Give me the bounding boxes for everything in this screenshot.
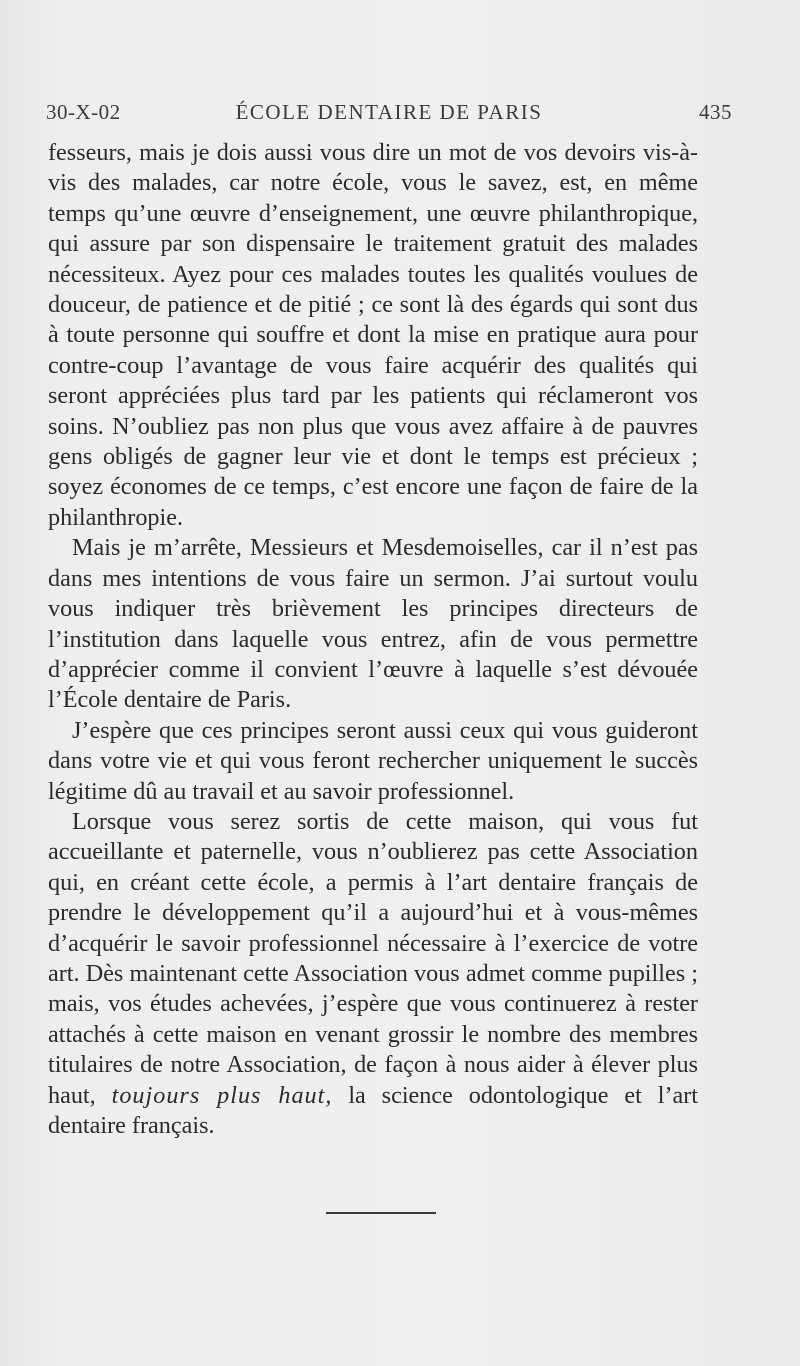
section-end-rule	[326, 1212, 436, 1214]
body-text	[48, 138, 698, 1141]
paragraph-1: fesseurs, mais je dois aussi vous dire un mot de vos devoirs vis-à-vis des malades, car notre école, vous le savez, est, en même temps qu’une œuvre d’enseignement, une œuvre philanthropique, qui assure par son dispensaire le traitement gratuit des malades nécessiteux. Ayez pour ces malades toutes les qualités voulues de douceur, de patience et de pitié ; ce sont là des égards qui sont dus à toute personne qui souffre et dont la mise en pratique aura pour contre-coup l’avantage de vous faire acquérir des qualités qui seront appréciées plus tard par les patients qui réclameront vos soins. N’oubliez pas non plus que vous avez affaire à de pauvres gens obligés de gagner leur vie et dont le temps est précieux ; soyez économes de ce temps, c’est encore une façon de faire de la philanthropie.	[48, 139, 698, 531]
header-date: 30-X-02	[46, 100, 121, 124]
paragraph-4-text-before: Lorsque vous serez sortis de cette maison, qui vous fut accueillante et paternelle, vous n’oublierez pas cette Association qui, en créant cette école, a permis à l’art dentaire français de prendre le développement qu’il a aujourd’hui et à vous-mêmes d’acquérir le savoir professionnel nécessaire à l’exercice de votre art. Dès maintenant cette Association vous admet comme pupilles ; mais, vos études achevées, j’espère que vous continuerez à rester attachés à cette maison en venant grossir le nombre des membres titulaires de notre Association, de façon à nous aider à élever plus haut,	[48, 807, 698, 1109]
header-title: ÉCOLE DENTAIRE DE PARIS	[235, 100, 543, 124]
running-head	[46, 100, 732, 130]
paragraph-4-text-after: la science odontologique et l’art dentaire français.	[48, 1081, 699, 1139]
paragraph-4	[48, 807, 698, 1141]
paragraph-2: Mais je m’arrête, Messieurs et Mesdemoiselles, car il n’est pas dans mes intentions de vous faire un sermon. J’ai surtout voulu vous indiquer très brièvement les principes directeurs de l’institution dans laquelle vous entrez, afin de vous permettre d’apprécier comme il convient l’œuvre à laquelle s’est dévouée l’École dentaire de Paris.	[48, 534, 698, 714]
paragraph-4-emphasis: toujours plus haut,	[111, 1081, 333, 1109]
paragraph-3: J’espère que ces principes seront aussi ceux qui vous guideront dans votre vie et qui vous feront rechercher uniquement le succès légitime dû au travail et au savoir professionnel.	[48, 716, 698, 805]
page-number: 435	[699, 100, 732, 124]
